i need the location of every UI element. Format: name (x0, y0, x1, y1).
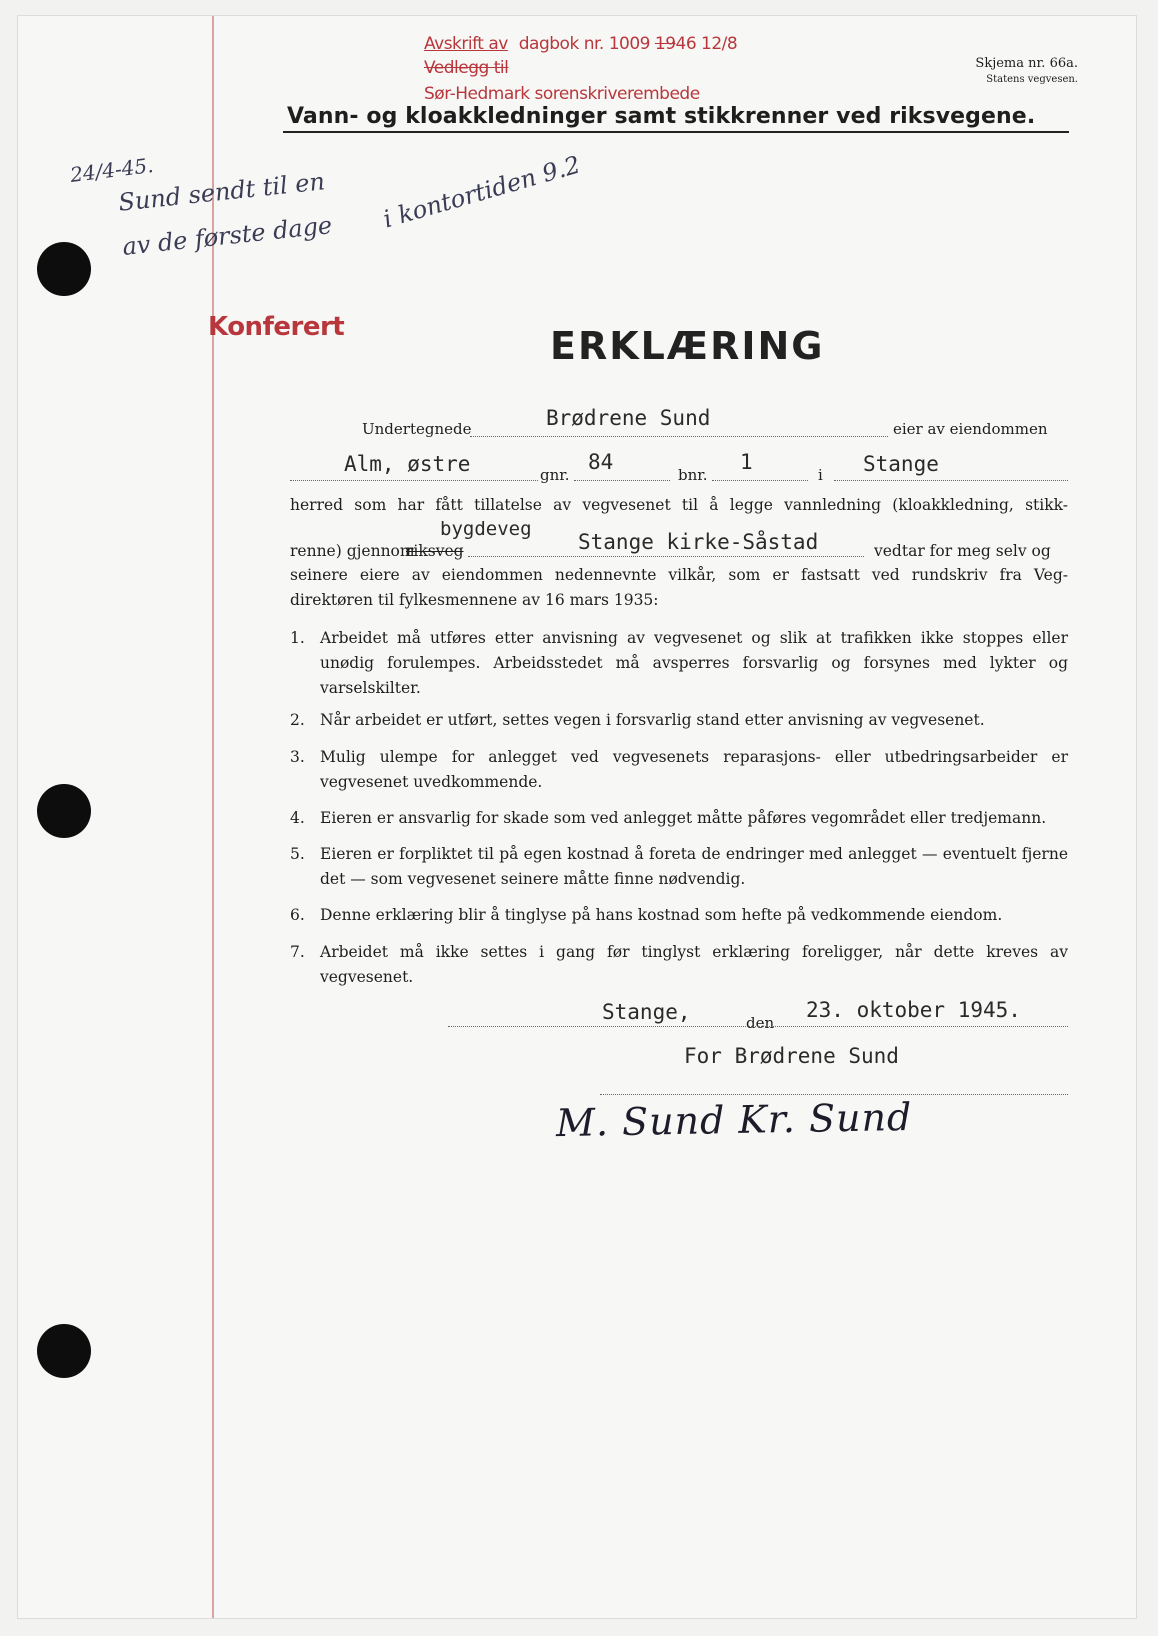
condition-text: Eieren er ansvarlig for skade som ved anlegget måtte påføres vegområdet eller tredjemann. (320, 809, 1047, 827)
den-label: den (746, 1014, 775, 1032)
line-herred: herred som har fått tillatelse av vegvesenet til å legge vannledning (kloakkledning, stikk- (290, 496, 1068, 514)
property-name: Alm, østre (344, 452, 471, 476)
renne-prefix: renne) gjennom (290, 542, 415, 560)
condition-item (290, 940, 1068, 990)
road-fill-line (468, 556, 864, 557)
stamp-line-2: Vedlegg til (424, 58, 509, 78)
i-label: i (818, 466, 823, 484)
condition-text: Arbeidet må ikke settes i gang før tinglyst erklæring foreligger, når dette kreves av vegvesenet. (320, 943, 1068, 986)
bnr-fill-line (712, 480, 808, 481)
road-type-inserted: bygdeveg (440, 518, 532, 540)
issuer: Statens vegvesen. (986, 74, 1078, 85)
condition-item (290, 626, 1068, 701)
konferert-stamp: Konferert (208, 312, 345, 342)
line-seinere: seinere eiere av eiendommen nedennevnte vilkår, som er fastsatt ved rundskriv fra Veg- (290, 566, 1068, 584)
punch-hole (37, 784, 91, 838)
riksveg-struck: riksveg (406, 542, 464, 560)
undertegnede-fill-line (470, 436, 888, 437)
undertegnede-label: Undertegnede (362, 420, 472, 438)
condition-item (290, 806, 1068, 831)
property-fill-line (290, 480, 538, 481)
road-name: Stange kirke-Såstad (578, 530, 819, 554)
condition-text: Arbeidet må utføres etter anvisning av vegvesenet og slik at trafikken ikke stoppes eller unødig forulempes. Arbeidsstedet må avsperres forsvarlig og forsynes med lykter og varselskilter. (320, 629, 1068, 697)
condition-number: 5. (290, 845, 305, 863)
for-line: For Brødrene Sund (684, 1044, 899, 1068)
stamp-line-1 (424, 34, 737, 54)
bnr-label: bnr. (678, 466, 708, 484)
heading-underline (283, 131, 1069, 133)
condition-number: 4. (290, 809, 305, 827)
margin-rule (212, 16, 214, 1618)
handwritten-line-2: av de første dage (121, 211, 334, 261)
signing-date: 23. oktober 1945. (806, 998, 1021, 1022)
document-heading: Vann- og kloakkledninger samt stikkrenner ved riksvegene. (287, 104, 1036, 129)
undertegnede-value: Brødrene Sund (546, 406, 711, 430)
signing-place: Stange, (602, 1000, 691, 1024)
date-fill-line (448, 1026, 1068, 1027)
gnr-fill-line (574, 480, 670, 481)
line-direktoren: direktøren til fylkesmennene av 16 mars 1935: (290, 591, 659, 609)
document-title: ERKLÆRING (550, 324, 825, 368)
signature-fill-line (600, 1094, 1068, 1095)
condition-text: Mulig ulempe for anlegget ved vegvesenets reparasjons- eller utbedringsarbeider er vegvesenet uvedkommende. (320, 748, 1068, 791)
stamp-line-3: Sør-Hedmark sorenskriverembede (424, 84, 700, 104)
gnr-value: 84 (588, 450, 614, 474)
form-reference (975, 56, 1078, 88)
condition-text: Eieren er forpliktet til på egen kostnad å foreta de endringer med anlegget — eventuelt fjerne det — som vegvesenet seinere måtte finne nødvendig. (320, 845, 1068, 888)
condition-text: Denne erklæring blir å tinglyse på hans kostnad som hefte på vedkommende eiendom. (320, 906, 1003, 924)
condition-item (290, 708, 1068, 733)
condition-item (290, 745, 1068, 795)
stamp-avskrift: Avskrift av (424, 34, 508, 54)
condition-number: 7. (290, 943, 305, 961)
condition-number: 6. (290, 906, 305, 924)
handwritten-line-1: Sund sendt til en (117, 167, 327, 217)
condition-item (290, 903, 1068, 928)
punch-hole (37, 1324, 91, 1378)
condition-item (290, 842, 1068, 892)
punch-hole (37, 242, 91, 296)
municipality-value: Stange (863, 452, 939, 476)
condition-number: 2. (290, 711, 305, 729)
condition-text: Når arbeidet er utført, settes vegen i forsvarlig stand etter anvisning av vegvesenet. (320, 711, 985, 729)
bnr-value: 1 (740, 450, 753, 474)
handwritten-date: 24/4-45. (68, 153, 155, 187)
renne-suffix: vedtar for meg selv og (874, 542, 1051, 560)
eier-label: eier av eiendommen (893, 420, 1048, 438)
condition-number: 1. (290, 629, 305, 647)
stamp-year-date: 46 12/8 (675, 34, 738, 54)
schema-number: Skjema nr. 66a. (975, 56, 1078, 71)
municipality-fill-line (834, 480, 1068, 481)
gnr-label: gnr. (540, 466, 570, 484)
handwritten-line-3: i kontortiden 9.2 (380, 150, 584, 234)
condition-number: 3. (290, 748, 305, 766)
handwritten-signature: M. Sund Kr. Sund (555, 1094, 913, 1146)
stamp-dagbok: dagbok nr. 1009 (518, 34, 650, 54)
stamp-year-prefix: 19 (654, 34, 676, 54)
